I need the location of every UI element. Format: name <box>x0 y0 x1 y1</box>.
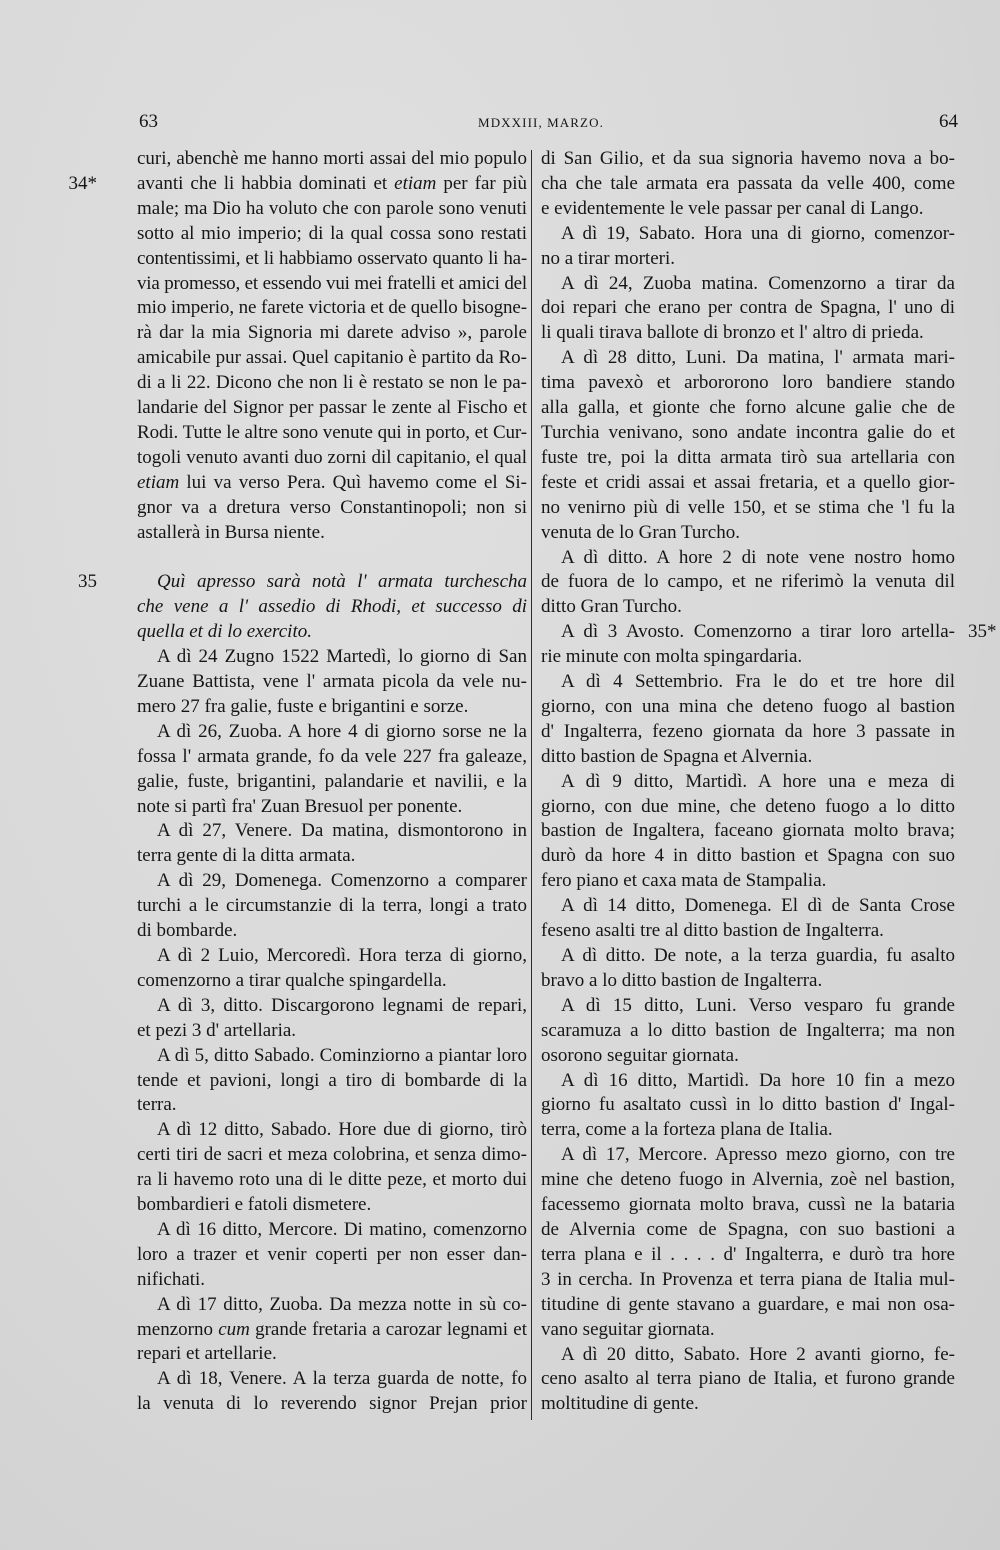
text-line: note si partì fra' Zuan Bresuol per ponente. <box>137 795 463 817</box>
text-line: terra gente di la ditta armata. <box>137 845 356 867</box>
text-run: menzorno <box>137 1318 219 1340</box>
text-line: A dì 4 Settembrio. Fra le do et tre hore dil <box>561 671 955 693</box>
text-line: A dì 19, Sabato. Hora una di giorno, comenzor- <box>561 222 955 244</box>
text-line: tima pavexò et arbororono loro bandiere stando <box>541 372 955 394</box>
text-line: fero piano et caxa mata de Stampalia. <box>541 870 827 892</box>
text-line: A dì 27, Venere. Da matina, dismontorono in <box>157 820 527 842</box>
text-line: A dì 17 ditto, Zuoba. Da mezza notte in sù co- <box>157 1293 527 1315</box>
text-line: feseno asalti tre al ditto bastion de Ingalterra. <box>541 920 884 942</box>
diary-entry <box>541 272 955 347</box>
diary-entry <box>137 994 527 1044</box>
text-line: turchi a le circumstanzie di la terra, longi a trato <box>137 895 527 917</box>
text-line: A dì 24, Zuoba matina. Comenzorno a tirar da <box>561 272 955 294</box>
text-line: A dì 20 ditto, Sabato. Hore 2 avanti giorno, fe- <box>561 1343 955 1365</box>
text-line <box>68 172 527 197</box>
left-column <box>68 147 527 1417</box>
text-line: di San Gilio, et da sua signoria havemo nova a bo- <box>541 148 955 169</box>
text-line: ditto Gran Turcho. <box>541 596 682 618</box>
text-line: fuste tre, poi la ditta armata tirò sua artellaria con <box>541 446 955 468</box>
diary-entry <box>541 670 955 770</box>
diary-entry <box>541 894 955 944</box>
text-run: Quì apresso sarà notà l' armata turchescha <box>157 571 527 593</box>
margin-folio-number: 34* <box>68 172 97 194</box>
diary-entry <box>541 1343 955 1418</box>
text-line: A dì 15 ditto, Luni. Verso vesparo fu grande <box>561 994 955 1016</box>
text-line: de Alvernia come de Spagna, con suo bastioni a <box>541 1218 955 1240</box>
right-column <box>541 147 997 1417</box>
text-line: A dì 16 ditto, Martidì. Da hore 10 fin a mezo <box>561 1069 955 1091</box>
text-line: A dì 24 Zugno 1522 Martedì, lo giorno di San <box>157 646 527 668</box>
text-line: terra. <box>137 1094 177 1116</box>
text-line: landarie del Signor per passar le zente al Fischo et <box>137 397 527 419</box>
text-line: ceno asalto al terra piano de Italia, et furono grande <box>541 1368 955 1390</box>
text-line: scaramuza a lo ditto bastion de Ingalterra; ma non <box>541 1019 955 1041</box>
text-line: feste et cridi assai et assai fretaria, et a quello gior- <box>541 471 955 493</box>
text-line: rie minute con molta spingardaria. <box>541 646 803 668</box>
text-line: giorno, con una mina che deteno fuogo al bastion <box>541 695 955 717</box>
text-line <box>78 570 527 595</box>
diary-entry <box>137 1044 527 1119</box>
text-line: li quali tirava ballote di bronzo et l' altro di prieda. <box>541 322 924 344</box>
text-line: osorono seguitar giornata. <box>541 1044 739 1066</box>
text-line: Zuane Battista, vene l' armata picola da vele nu- <box>137 671 527 693</box>
diary-entry <box>137 1367 527 1417</box>
text-run: grande fretaria a carozar legnami et <box>249 1318 527 1340</box>
text-line: rà dar la mia Signoria mi darete adviso », parole <box>137 322 527 344</box>
diary-entry <box>137 1218 527 1293</box>
diary-entry <box>541 620 997 670</box>
continued-paragraph <box>68 147 527 546</box>
text-line: no venirno più di velle 150, et se stima che 'l fu la <box>541 496 955 518</box>
text-line: vano seguitar giornata. <box>541 1318 715 1340</box>
text-line: A dì 16 ditto, Mercore. Di matino, comenzorno <box>157 1218 527 1240</box>
text-line: bombardieri e fatoli dismetere. <box>137 1194 372 1216</box>
text-line: amicabile pur assai. Quel capitanio è partito da Ro- <box>137 347 527 369</box>
text-line: facessemo giornata molto brava, cussì ne la bataria <box>541 1194 955 1216</box>
text-line: doi repari che erano per contra de Spagna, l' uno di <box>541 297 955 319</box>
text-line: ra li havemo roto una di le ditte peze, et morto dui <box>137 1169 527 1191</box>
text-line: gnor va a dretura verso Constantinopoli; non si <box>137 496 527 518</box>
diary-entry <box>541 346 955 545</box>
text-line: venuta de lo Gran Turcho. <box>541 521 740 543</box>
text-line: A dì 12 ditto, Sabado. Hore due di giorno, tirò <box>157 1119 527 1141</box>
diary-entry <box>541 944 955 994</box>
text-line: de fuora de lo campo, et ne riferimò la venuta dil <box>541 571 955 593</box>
text-line: A dì 28 ditto, Luni. Da matina, l' armata mari- <box>561 347 955 369</box>
italic-word: cum <box>218 1318 250 1340</box>
diary-entry <box>137 1118 527 1218</box>
text-line: mero 27 fra galie, fuste e brigantini e sorze. <box>137 695 469 717</box>
text-line: e evidentemente le vele passar per canal di Lango. <box>541 197 924 219</box>
diary-entry <box>541 222 955 272</box>
text-run: A dì 3 Avosto. Comenzorno a tirar loro artella- <box>561 621 955 643</box>
text-line: comenzorno a tirar qualche spingardella. <box>137 969 447 991</box>
italic-word: etiam <box>394 172 437 194</box>
margin-folio-number: 35* <box>968 621 997 643</box>
diary-entry <box>541 546 955 621</box>
text-line: durò da hore 4 in ditto bastion et Spagna con suo <box>541 845 955 867</box>
text-line: astallerà in Bursa niente. <box>137 521 325 543</box>
text-line: titudine di gente stavano a guardare, e mai non osa- <box>541 1293 955 1315</box>
margin-folio-number: 35 <box>78 571 97 593</box>
text-line: terra, come a la forteza plana de Italia. <box>541 1119 833 1141</box>
section-heading <box>78 570 527 645</box>
text-line: mine che deteno fuogo in Alvernia, zoè nel bastion, <box>541 1169 955 1191</box>
text-line: A dì 26, Zuoba. A hore 4 di giorno sorse ne la <box>157 720 527 742</box>
text-run: per far più <box>436 172 527 194</box>
italic-word: etiam <box>137 471 180 493</box>
text-line: loro a trazer et venir coperti per non esser dan- <box>137 1243 527 1265</box>
text-line: curi, abenchè me hanno morti assai del mio populo <box>137 148 527 169</box>
diary-entry <box>137 869 527 944</box>
diary-entry <box>137 1293 527 1368</box>
diary-entry <box>541 1069 955 1144</box>
text-line: tende et pavioni, longi a tiro di bombarde di la <box>137 1069 527 1091</box>
text-line: repari et artellarie. <box>137 1343 277 1365</box>
text-line: moltitudine di gente. <box>541 1393 699 1415</box>
text-line: Rodi. Tutte le altre sono venute qui in porto, et Cur- <box>137 421 527 443</box>
text-line: di bombarde. <box>137 920 238 942</box>
page-number-right: 64 <box>939 111 958 132</box>
diary-entry <box>541 770 955 895</box>
text-run: avanti che li habbia dominati et <box>137 172 395 194</box>
page-number-left: 63 <box>139 111 158 132</box>
text-line: bastion de Ingaltera, faceano giornata molto brava; <box>541 820 955 842</box>
diary-entry <box>137 645 527 720</box>
text-line: quella et di lo exercito. <box>137 621 312 643</box>
text-line: A dì ditto. De note, a la terza guardia, fu asalto <box>561 945 955 966</box>
text-line: ditto bastion de Spagna et Alvernia. <box>541 745 813 767</box>
text-line: mio imperio, ne farete victoria et de quello bisogne- <box>137 297 527 319</box>
text-line: terra plana e il . . . . d' Ingalterra, e durò tra hore <box>541 1243 955 1265</box>
text-line: cha che tale armata era passata da velle 400, come <box>541 172 955 194</box>
text-line: no a tirar morteri. <box>541 247 676 269</box>
text-line: che vene a l' assedio di Rhodi, et successo di <box>137 596 527 618</box>
text-line: la venuta di lo reverendo signor Prejan prior <box>137 1393 527 1415</box>
text-line: giorno fu asaltato cussì in lo ditto bastion d' Ingal- <box>541 1094 955 1116</box>
text-line: A dì 17, Mercore. Apresso mezo giorno, con tre <box>561 1144 955 1166</box>
text-line <box>541 620 997 645</box>
text-line: A dì 9 ditto, Martidì. A hore una e meza di <box>561 770 955 792</box>
diary-entry <box>541 994 955 1069</box>
diary-entry <box>137 720 527 820</box>
text-line: di a li 22. Dicono che non li è restato se non le pa- <box>137 372 527 394</box>
continued-paragraph <box>541 147 955 222</box>
text-line: A dì ditto. A hore 2 di note vene nostro homo <box>561 546 955 568</box>
text-line: galie, fuste, brigantini, palandarie et navilii, e la <box>137 770 527 792</box>
text-line: A dì 3, ditto. Discargorono legnami de repari, <box>157 994 527 1016</box>
text-line: sotto al mio imperio; di la qual cossa sono restati <box>137 222 527 244</box>
text-line: nifichati. <box>137 1268 206 1290</box>
column-divider <box>531 150 532 1420</box>
text-line: et pezi 3 d' artellaria. <box>137 1019 297 1041</box>
text-line: A dì 18, Venere. A la terza guarda de notte, fo <box>157 1368 527 1390</box>
text-line: 3 in cercha. In Provenza et terra piana de Italia mul- <box>541 1268 955 1290</box>
text-line: giorno, con due mine, che deteno fuogo a lo ditto <box>541 795 955 817</box>
text-line <box>137 471 527 496</box>
text-line: male; ma Dio ha voluto che con parole sono venuti <box>137 197 527 219</box>
text-line <box>137 1318 527 1343</box>
text-line: A dì 2 Luio, Mercoredì. Hora terza di giorno, <box>157 944 527 966</box>
text-line: d' Ingalterra, fezeno giornata da hore 3 passate in <box>541 720 955 742</box>
text-line: togoli venuto avanti duo zorni dil capitanio, el qual <box>137 446 527 468</box>
text-line: via promesso, et essendo vui mei fratelli et amici del <box>137 272 527 294</box>
text-line: fossa l' armata grande, fo da vele 227 fra galeaze, <box>137 745 527 767</box>
text-line: contentissimi, et li habbiamo osservato quanto li ha- <box>137 247 527 269</box>
running-title: MDXXIII, MARZO. <box>478 115 604 130</box>
text-line: A dì 29, Domenega. Comenzorno a comparer <box>157 870 527 892</box>
text-line: A dì 5, ditto Sabado. Cominziorno a piantar loro <box>157 1044 527 1066</box>
text-line: A dì 14 ditto, Domenega. El dì de Santa Crose <box>561 895 955 917</box>
text-line: bravo a lo ditto bastion de Ingalterra. <box>541 969 823 991</box>
diary-entry <box>137 819 527 869</box>
text-line: certi tiri de sacri et meza colobrina, et senza dimo- <box>137 1144 527 1166</box>
diary-entry <box>541 1143 955 1342</box>
text-line: Turchia venivano, sono andate incontra galie do et <box>541 421 955 443</box>
diary-entry <box>137 944 527 994</box>
text-run: lui va verso Pera. Quì havemo come el Si- <box>179 471 527 493</box>
text-line: alla galla, et gionte che forno alcune galie che de <box>541 397 955 419</box>
